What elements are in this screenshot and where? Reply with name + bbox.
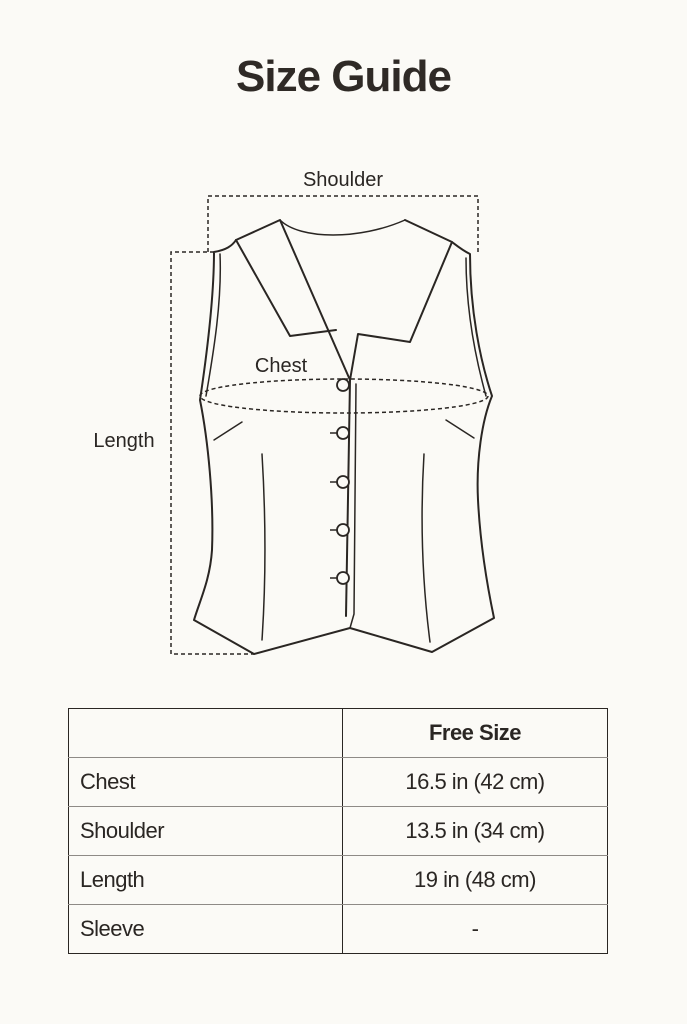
table-row <box>69 856 608 905</box>
page-title: Size Guide <box>236 52 451 101</box>
table-row <box>69 905 608 954</box>
length-measure-line <box>171 252 254 654</box>
button-1 <box>337 379 349 391</box>
row-value: 19 in (48 cm) <box>343 856 608 905</box>
row-label: Sleeve <box>69 905 343 954</box>
row-value: - <box>471 916 479 941</box>
row-value: 16.5 in (42 cm) <box>343 758 608 807</box>
table-header-cell <box>69 709 343 758</box>
shoulder-measure-line <box>208 196 478 252</box>
button-3 <box>337 476 349 488</box>
table-row <box>69 807 608 856</box>
right-lapel <box>350 220 452 380</box>
table-header-row <box>69 709 608 758</box>
chest-label: Chest <box>254 355 308 377</box>
button-4 <box>337 524 349 536</box>
row-value: 13.5 in (34 cm) <box>343 807 608 856</box>
button-5 <box>337 572 349 584</box>
row-label: Length <box>69 856 343 905</box>
table-header-cell: Free Size <box>343 709 608 758</box>
left-lapel <box>236 220 350 616</box>
table-row <box>69 758 608 807</box>
vest-outline <box>194 240 494 654</box>
row-label: Chest <box>69 758 343 807</box>
button-2 <box>337 427 349 439</box>
size-table <box>68 708 608 954</box>
length-label: Length <box>93 430 155 452</box>
shoulder-label: Shoulder <box>302 169 384 191</box>
row-label: Shoulder <box>69 807 343 856</box>
